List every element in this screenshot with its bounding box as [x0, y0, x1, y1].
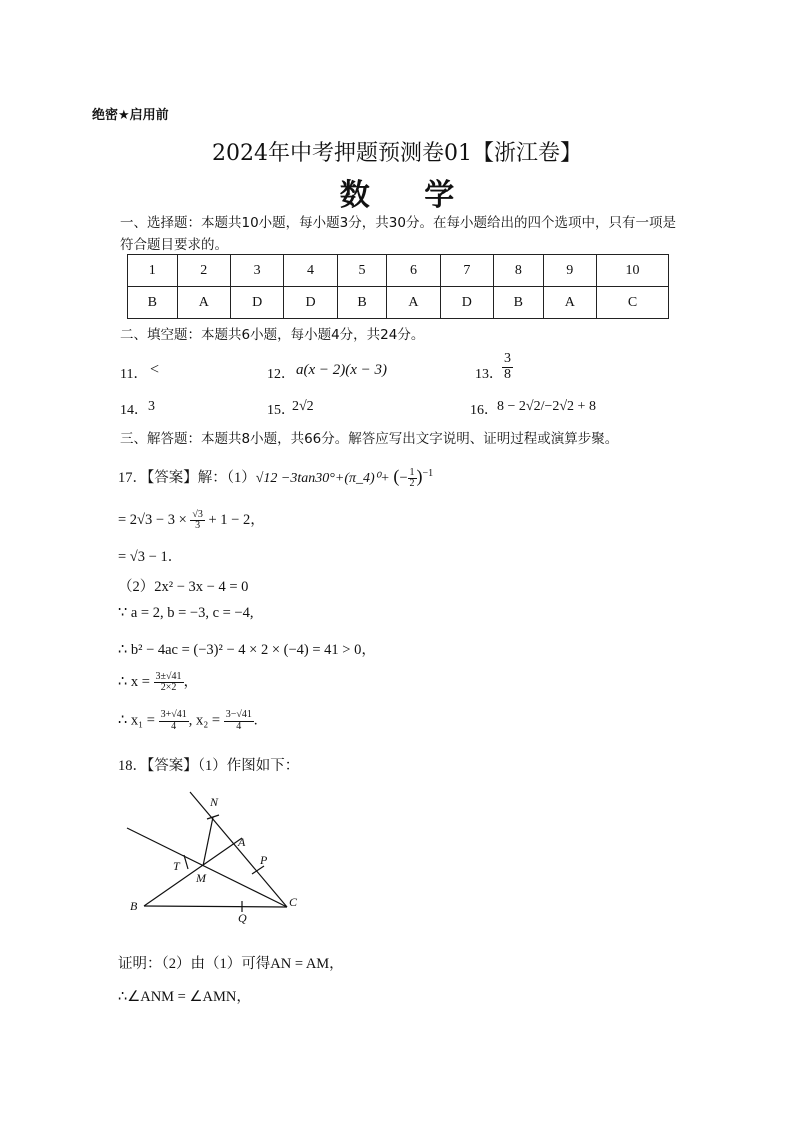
q17-line8-prefix: ∴ x₁ =	[118, 712, 155, 729]
q16-number: 16．	[470, 403, 498, 418]
q17-line3: = √3 − 1．	[118, 549, 183, 565]
section3-heading: 三、解答题：本题共8小题，共66分。解答应写出文字说明、证明过程或演算步聚。	[120, 431, 619, 447]
answer-table-number-cell: 6	[387, 255, 440, 287]
answer-table-number-cell: 9	[543, 255, 596, 287]
answer-table	[127, 254, 669, 319]
q17-line8-mid: , x₂ =	[188, 712, 221, 729]
q13-number: 13．	[475, 367, 503, 382]
q17-line7	[118, 670, 198, 694]
q17-half-fraction	[408, 468, 417, 490]
label-a: A	[238, 835, 246, 849]
section1-heading: 一、选择题：本题共10小题，每小题3分，共30分。在每小题给出的四个选项中，只有一项是符合题目要求的。	[120, 215, 676, 253]
answer-table-number-cell: 7	[440, 255, 493, 287]
q17-half-den: 2	[409, 478, 415, 490]
answer-table-answer-cell: B	[337, 287, 387, 319]
answer-table-answer-cell: C	[596, 287, 668, 319]
line-nc	[190, 792, 287, 907]
q11-answer: <	[150, 361, 160, 378]
q17-right-paren: )	[416, 466, 423, 486]
q17-line8	[118, 710, 257, 732]
label-c: C	[289, 895, 298, 909]
answer-table-answer-cell: A	[177, 287, 230, 319]
q17-line2-fraction	[190, 510, 205, 532]
q15-answer: 2√2	[292, 399, 314, 414]
q12-answer: a(x − 2)(x − 3)	[296, 362, 388, 378]
q14-answer: 3	[148, 399, 155, 414]
label-n: N	[210, 795, 219, 809]
q17-line2-num: √3	[192, 508, 203, 520]
q13-numerator: 3	[504, 351, 511, 366]
answer-table-number-cell: 1	[128, 255, 178, 287]
q17-line2-den: 3	[195, 520, 201, 532]
q17-line8-period: .	[253, 712, 258, 729]
secret-label: 绝密★启用前	[92, 108, 169, 123]
q17-line8-num1: 3+√41	[160, 709, 187, 720]
label-m: M	[196, 871, 206, 885]
q17-line7-num: 3±√41	[155, 670, 182, 682]
q17-left-paren: (	[393, 466, 400, 486]
answer-table-answer-cell: D	[284, 287, 337, 319]
label-p: P	[260, 853, 268, 867]
q17-line8-den1: 4	[171, 720, 177, 732]
q17-line7-fraction	[154, 672, 184, 694]
q17-line2-tail: + 1 − 2，	[208, 512, 265, 528]
q17-half-num: 1	[409, 466, 415, 478]
q14-number: 14．	[120, 403, 148, 418]
q17-line6: ∴ b² − 4ac = (−3)² − 4 × 2 × (−4) = 41 > 0，	[118, 642, 376, 658]
q17-exponent: −1	[422, 468, 434, 480]
q18-proof-line1: 证明：（2）由（1）可得AN = AM，	[118, 956, 344, 972]
q17-line2	[118, 508, 265, 532]
q13-denominator: 8	[504, 366, 511, 382]
q15-number: 15．	[267, 403, 295, 418]
q17-line8-fraction2	[224, 710, 254, 732]
q16-answer: 8 − 2√2/−2√2 + 8	[497, 399, 596, 414]
q17-line4: （2）2x² − 3x − 4 = 0	[118, 579, 249, 595]
segment-bc-dup	[144, 906, 287, 907]
segment-ba	[144, 838, 242, 906]
q17-line5: ∵ a = 2, b = −3, c = −4,	[118, 605, 254, 621]
section2-heading: 二、填空题：本题共6小题，每小题4分，共24分。	[120, 327, 425, 343]
q17-expression: √12 −3tan30°+(π_4)⁰+	[255, 471, 390, 486]
q13-fraction	[502, 352, 513, 382]
label-q: Q	[238, 911, 247, 925]
label-t: T	[173, 859, 180, 873]
q17-line8-num2: 3−√41	[225, 709, 252, 720]
q17-prefix: 17．【答案】解：（1）	[118, 470, 256, 486]
geometry-figure	[122, 786, 322, 926]
q17-line2-text: = 2√3 − 3 ×	[118, 512, 187, 528]
q17-minus: −	[399, 470, 408, 486]
q18-line1: 18．【答案】（1）作图如下：	[118, 758, 300, 774]
answer-table-number-cell: 3	[230, 255, 283, 287]
q17-line7-comma: ，	[183, 674, 199, 690]
answer-table-number-cell: 10	[596, 255, 668, 287]
q11-number: 11．	[120, 367, 148, 382]
q17-line7-prefix: ∴ x =	[118, 674, 150, 690]
q13-answer	[502, 352, 513, 382]
answer-table-number-cell: 2	[177, 255, 230, 287]
answer-table-answer-cell: B	[128, 287, 178, 319]
label-b: B	[130, 899, 138, 913]
subject-title: 数 学	[339, 178, 477, 213]
answer-table-number-cell: 5	[337, 255, 387, 287]
answer-table-answer-cell: A	[543, 287, 596, 319]
answer-table-number-row	[128, 255, 669, 287]
line-through-m	[127, 828, 287, 907]
q17-line7-den: 2×2	[160, 682, 177, 694]
q18-proof-line2: ∴∠ANM = ∠AMN，	[118, 989, 251, 1005]
answer-table-answer-cell: D	[440, 287, 493, 319]
exam-title: 2024年中考押题预测卷01【浙江卷】	[212, 141, 582, 166]
answer-table-answer-cell: A	[387, 287, 440, 319]
answer-table-number-cell: 4	[284, 255, 337, 287]
q17-line8-den2: 4	[236, 720, 242, 732]
answer-table-answer-row	[128, 287, 669, 319]
q17-line1	[118, 466, 433, 490]
answer-table-answer-cell: D	[230, 287, 283, 319]
q17-line8-fraction1	[159, 710, 189, 732]
answer-table-number-cell: 8	[494, 255, 544, 287]
answer-table-answer-cell: B	[494, 287, 544, 319]
q12-number: 12．	[267, 367, 295, 382]
